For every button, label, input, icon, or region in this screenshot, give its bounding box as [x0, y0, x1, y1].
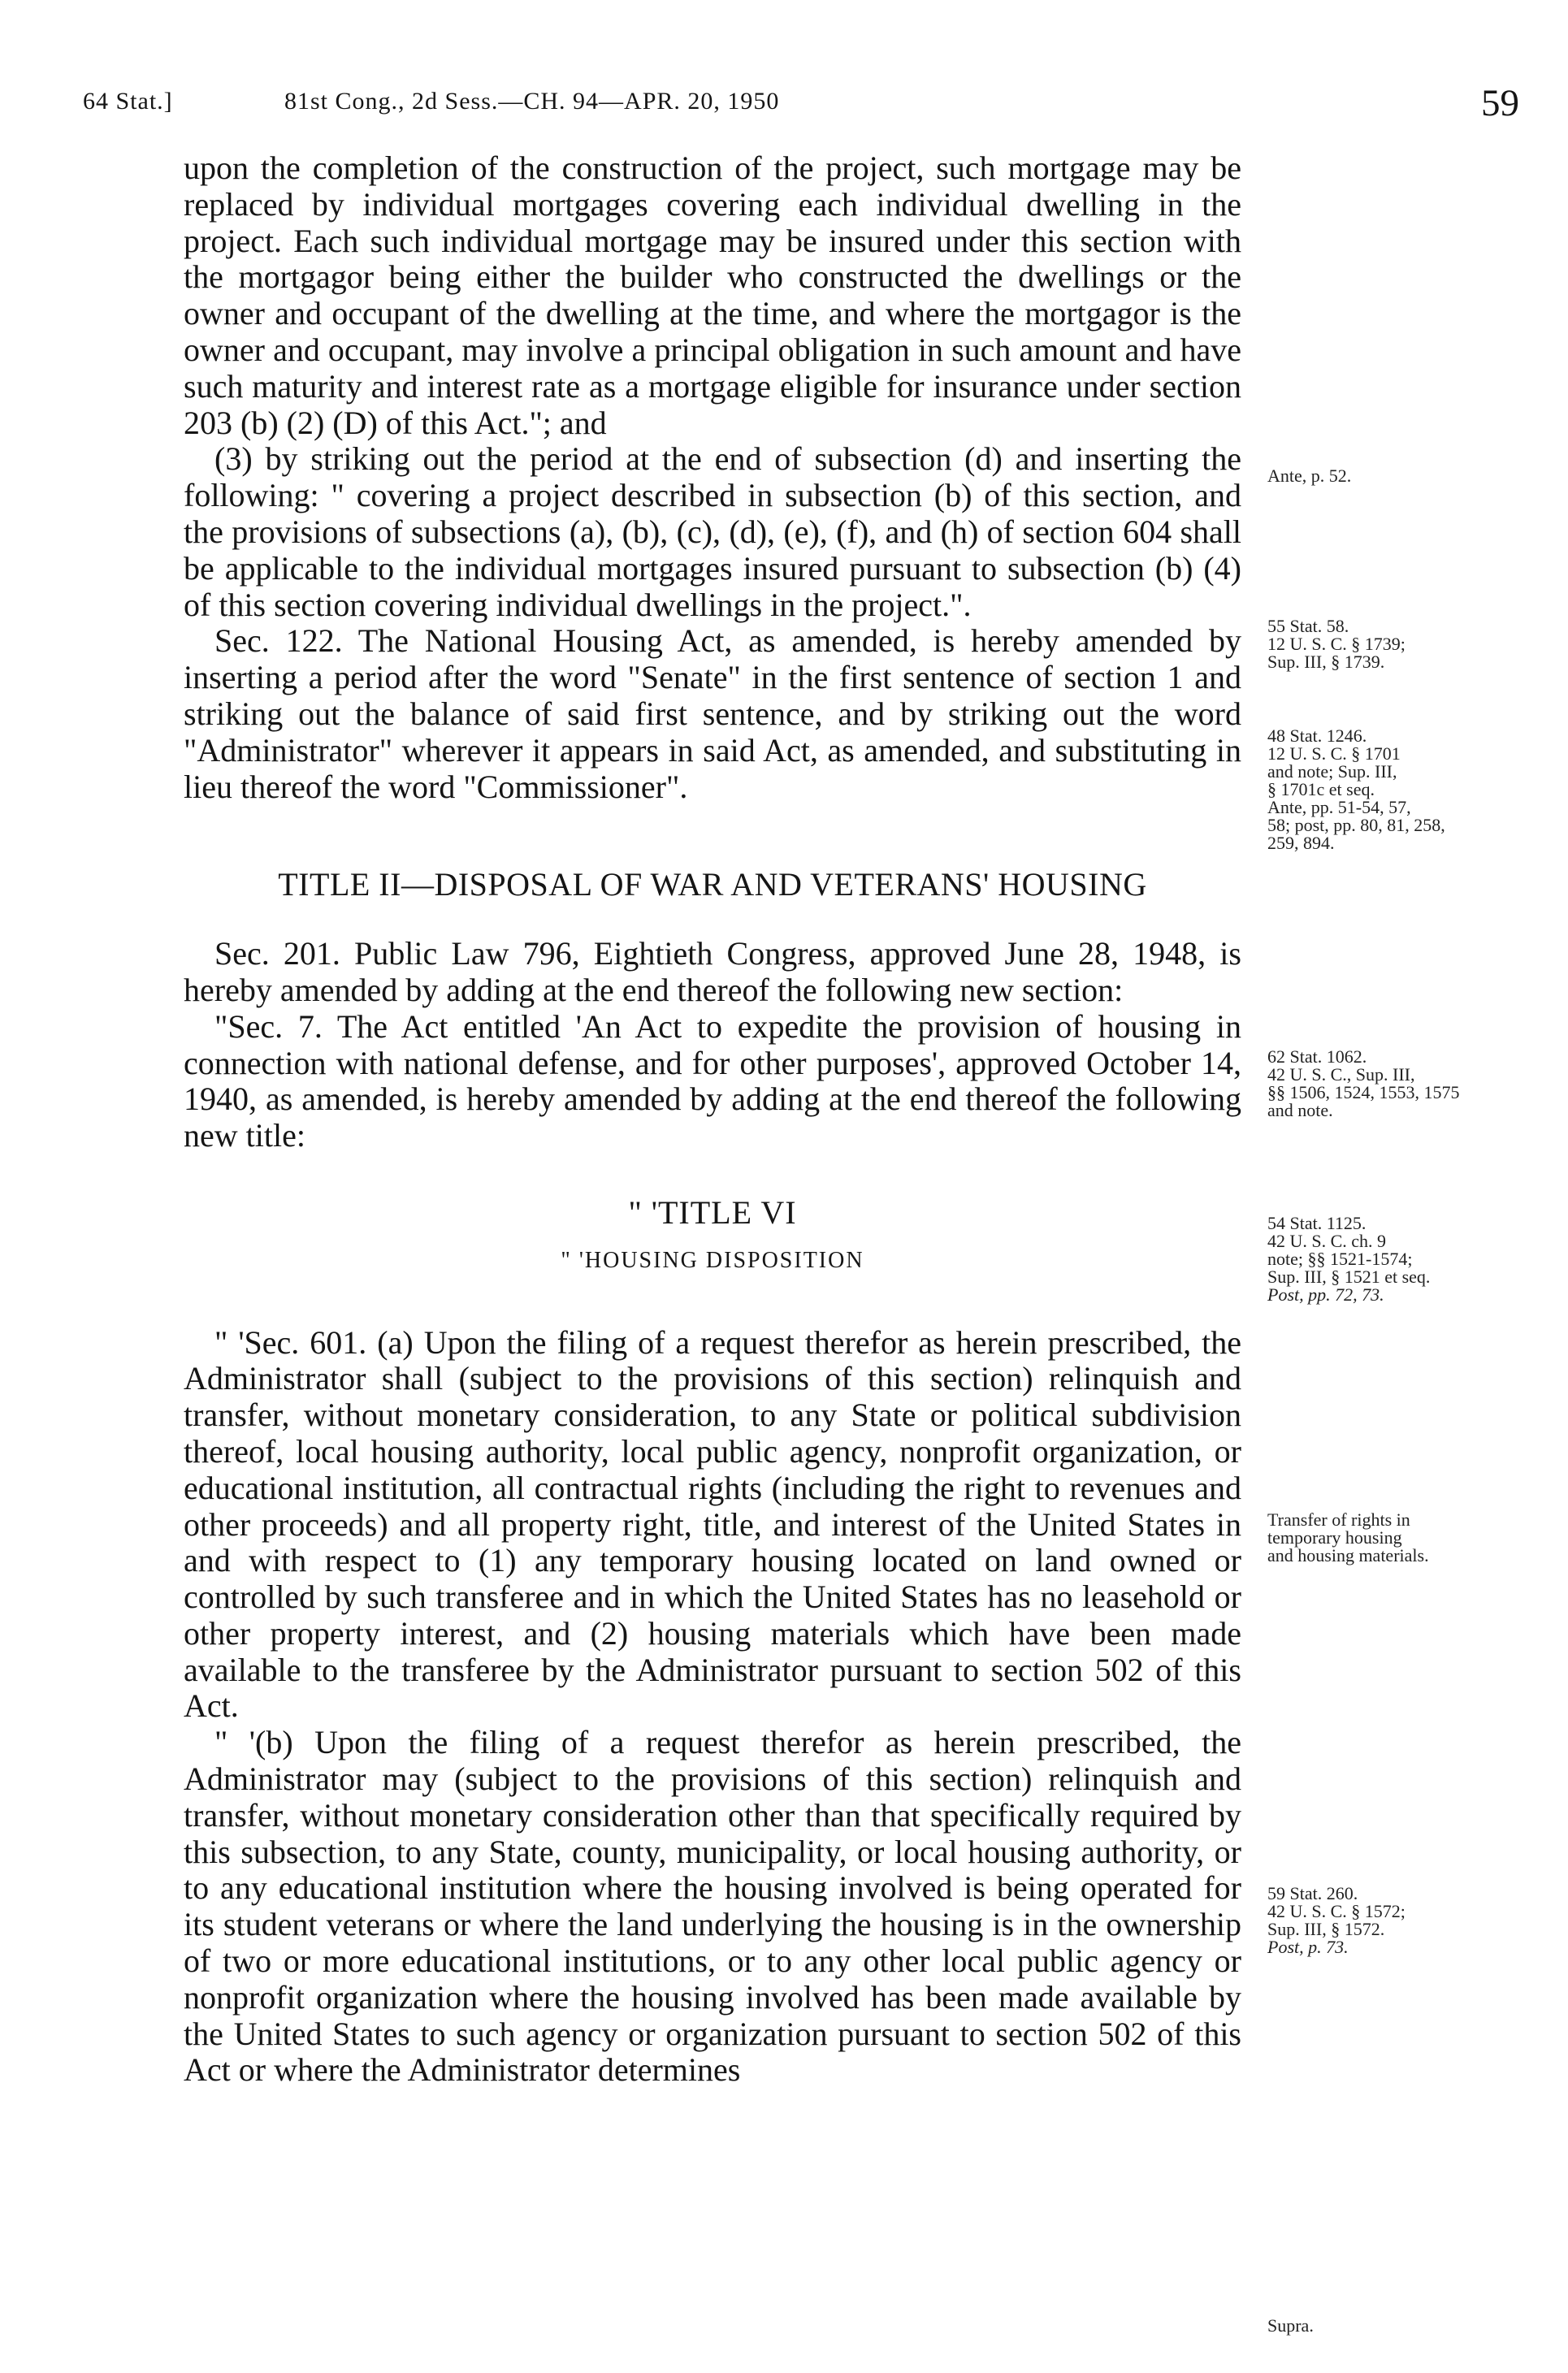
- housing-disposition-heading: " 'HOUSING DISPOSITION: [561, 1247, 864, 1273]
- paragraph-sec-122: Sec. 122. The National Housing Act, as amended, is hereby amended by inserting a period after the word "Senate" in the first sentence of section 1 and striking out the balance of said first sentence, and by striking out the word "Administrator" wherever it appears in said Act, as amended, and substituting in lieu thereof the word "Commissioner".: [184, 622, 1241, 805]
- margin-note-59-stat: 59 Stat. 260. 42 U. S. C. § 1572; Sup. III, § 1572. Post, p. 73.: [1267, 1883, 1406, 1957]
- paragraph-sec-201: Sec. 201. Public Law 796, Eightieth Congress, approved June 28, 1948, is hereby amended by adding at the end thereof the following new section:: [184, 935, 1241, 1008]
- paragraph-item-3: (3) by striking out the period at the end of subsection (d) and inserting the following: " covering a project described in subsection (b) of this section, and the provisions of subsections (a), (b), (c), (d), (e), (f), and (h) of section 604 shall be applicable to the individual mortgages insured pursuant to subsection (b) (4) of this section covering individual dwellings in the project.".: [184, 440, 1241, 623]
- margin-note-48-stat: 48 Stat. 1246. 12 U. S. C. § 1701 and note; Sup. III, § 1701c et seq. Ante, pp. 51-54, 57, 58; post, pp. 80, 81, 258, 259, 894.: [1267, 725, 1445, 853]
- margin-note-transfer-of-rights: Transfer of rights in temporary housing and housing materials.: [1267, 1509, 1429, 1565]
- margin-note-supra: Supra.: [1267, 2315, 1314, 2336]
- paragraph-sec-7: "Sec. 7. The Act entitled 'An Act to expedite the provision of housing in connection with national defense, and for other purposes', approved October 14, 1940, as amended, is hereby amended by adding at the end thereof the following new title:: [184, 1007, 1241, 1154]
- header-session-info: 81st Cong., 2d Sess.—CH. 94—APR. 20, 1950: [284, 88, 780, 115]
- margin-note-ante-52: Ante, p. 52.: [1267, 466, 1352, 486]
- page-number: 59: [1481, 82, 1519, 124]
- title-vi-heading: " 'TITLE VI: [628, 1193, 797, 1231]
- margin-note-55-stat: 55 Stat. 58. 12 U. S. C. § 1739; Sup. III, § 1739.: [1267, 616, 1406, 672]
- margin-note-62-stat: 62 Stat. 1062. 42 U. S. C., Sup. III, §§ 1506, 1524, 1553, 1575 and note.: [1267, 1046, 1460, 1120]
- margin-note-54-stat: 54 Stat. 1125. 42 U. S. C. ch. 9 note; §§ 1521-1574; Sup. III, § 1521 et seq. Post, pp. 72, 73.: [1267, 1213, 1431, 1305]
- main-text-column: [184, 150, 1241, 2089]
- paragraph-sec-601-a: " 'Sec. 601. (a) Upon the filing of a request therefor as herein prescribed, the Administrator shall (subject to the provisions of this section) relinquish and transfer, without monetary consideration, to any State or political subdivision thereof, local housing authority, local public agency, nonprofit organization, or educational institution, all contractual rights (including the right to revenues and other proceeds) and all property right, title, and interest of the United States in and with respect to (1) any temporary housing located on land owned or controlled by such transferee and in which the United States has no leasehold or other property interest, and (2) housing materials which have been made available to the transferee by the Administrator pursuant to section 502 of this Act.: [184, 1323, 1241, 1725]
- paragraph-mortgage-continuation: upon the completion of the construction of the project, such mortgage may be replaced by individual mortgages covering each individual dwelling in the project. Each such individual mortgage may be insured under this section with the mortgagor being either the builder who constructed the dwellings or the owner and occupant of the dwelling at the time, and where the mortgagor is the owner and occupant, may involve a principal obligation in such amount and have such maturity and interest rate as a mortgage eligible for insurance under section 203 (b) (2) (D) of this Act."; and: [184, 149, 1241, 441]
- header-statute-ref: 64 Stat.]: [83, 88, 173, 115]
- paragraph-sec-601-b: " '(b) Upon the filing of a request therefor as herein prescribed, the Administrator may (subject to the provisions of this section) relinquish and transfer, without monetary consideration other than that specifically required by this subsection, to any State, county, municipality, or local housing authority, or to any educational institution where the housing involved is being operated for its student veterans or where the land underlying the housing is in the ownership of two or more educational institutions, or to any other local public agency or nonprofit organization where the housing involved has been made available by the United States to such agency or organization pursuant to section 502 of this Act or where the Administrator determines: [184, 1724, 1241, 2089]
- title-ii-heading: TITLE II—DISPOSAL OF WAR AND VETERANS' HOUSING: [278, 866, 1147, 903]
- page-header: [83, 82, 1529, 130]
